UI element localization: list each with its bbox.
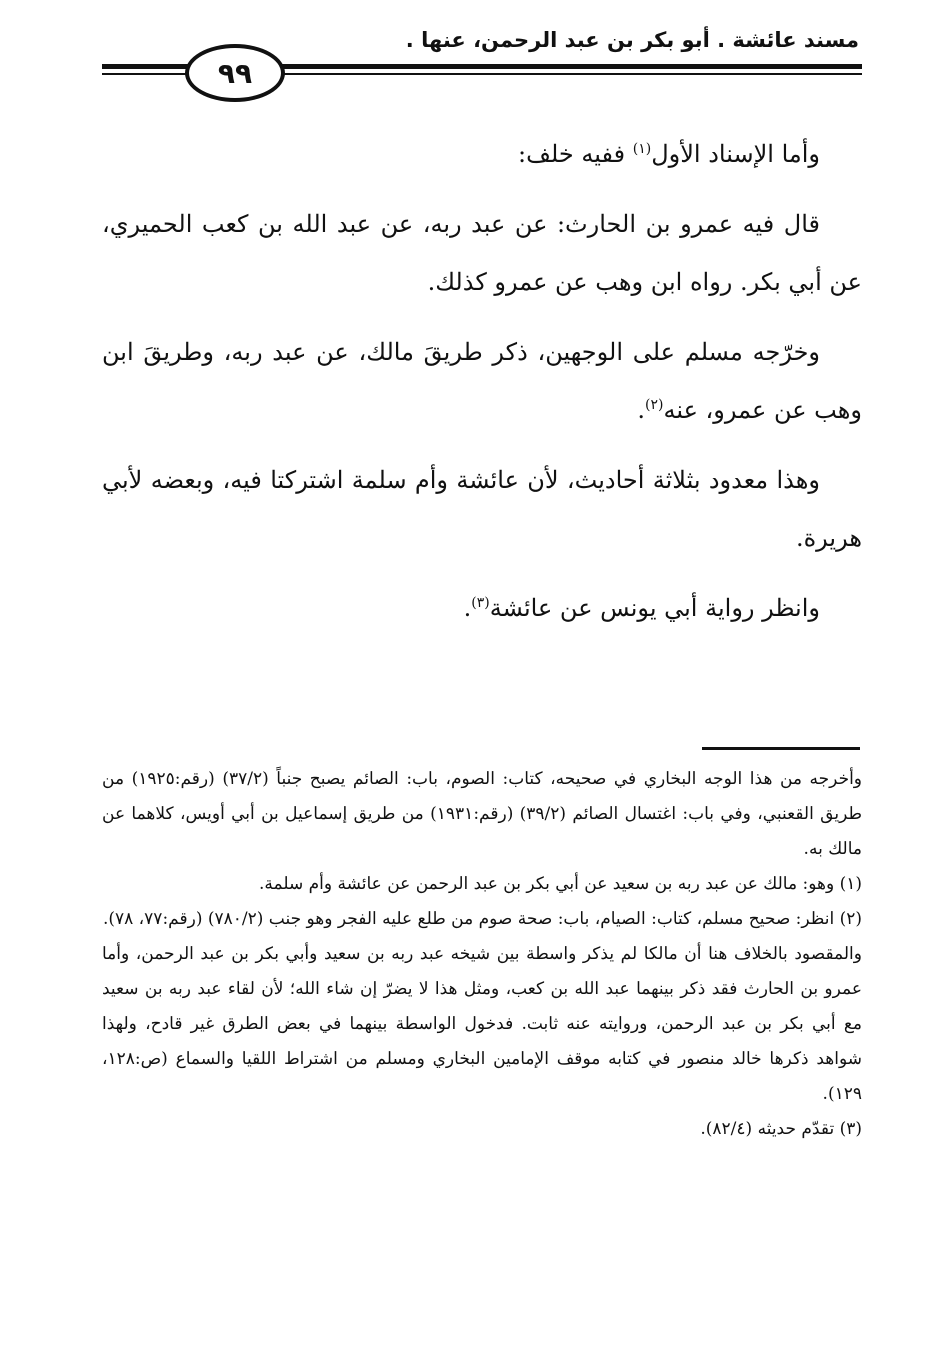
footnote-1: (١) وهو: مالك عن عبد ربه بن سعيد عن أبي بكر بن عبد الرحمن عن عائشة وأم سلمة. [259,874,862,894]
paragraph-text: . [637,396,646,424]
footnote-2-note: والمقصود بالخلاف هنا أن مالكا لم يذكر واسطة بين شيخه عبد ربه بن سعيد وأبي بكر بن عبد الرحمن، وأما عمرو بن الحارث فقد ذكر بينهما عبد الله بن كعب، ومثل هذا لا يضرّ إن شاء الله؛ لأن لقاء عبد ربه بن سعيد مع أبي بكر بن عبد الرحمن، وروايته عنه ثابت. فدخول الواسطة بينهما في بعض الطرق غير قادح، ولهذا شواهد ذكرها خالد منصور في كتابه موقف الإمامين البخاري ومسلم من اشتراط اللقيا والسماع (ص:١٢٨، ١٢٩). [102,944,862,1104]
page-header [0,0,941,110]
paragraph [102,195,862,311]
running-title: مسند عائشة . أبو بكر بن عبد الرحمن، عنها . [405,28,859,52]
paragraph-text: وانظر رواية أبي يونس عن عائشة [489,594,820,622]
page-number-oval [185,44,285,102]
footnotes [102,762,862,1147]
paragraph-text: . [463,594,472,622]
paragraph [102,579,862,637]
footnote-ref[interactable]: (٣) [471,595,490,611]
footnote-2: (٢) انظر: صحيح مسلم، كتاب: الصيام، باب: صحة صوم من طلع عليه الفجر وهو جنب (٧٨٠/٢) (رقم:٧٧، ٧٨). [102,909,862,929]
paragraph-text: وهذا معدود بثلاثة أحاديث، لأن عائشة وأم سلمة اشتركتا فيه، وبعضه لأبي هريرة. [102,466,862,552]
footnote-ref[interactable]: (١) [632,141,652,157]
paragraph-text: ففيه خلف: [518,140,633,168]
paragraph [102,323,862,439]
paragraph-text: قال فيه عمرو بن الحارث: عن عبد ربه، عن عبد الله بن كعب الحميري، عن أبي بكر. رواه ابن وهب عن عمرو كذلك. [102,210,862,296]
footnote-3: (٣) تقدّم حديثه (٨٢/٤). [700,1119,862,1139]
main-text [102,125,862,649]
page-number: ٩٩ [217,56,253,90]
paragraph [102,125,862,183]
footnote-continuation: وأخرجه من هذا الوجه البخاري في صحيحه، كتاب: الصوم، باب: الصائم يصبح جنباً (٣٧/٢) (رقم:١٩٢٥) من طريق القعنبي، وفي باب: اغتسال الصائم (٣٩/٢) (رقم:١٩٣١) من طريق إسماعيل بن أبي أويس، كلاهما عن مالك به. [102,769,863,859]
paragraph-text: وخرّجه مسلم على الوجهين، ذكر طريقَ مالك، عن عبد ربه، وطريقَ ابن وهب عن عمرو، عنه [102,338,862,424]
footnote-ref[interactable]: (٢) [645,397,664,413]
paragraph-text: وأما الإسناد الأول [651,140,820,168]
footnote-separator [702,747,860,750]
paragraph [102,451,862,567]
